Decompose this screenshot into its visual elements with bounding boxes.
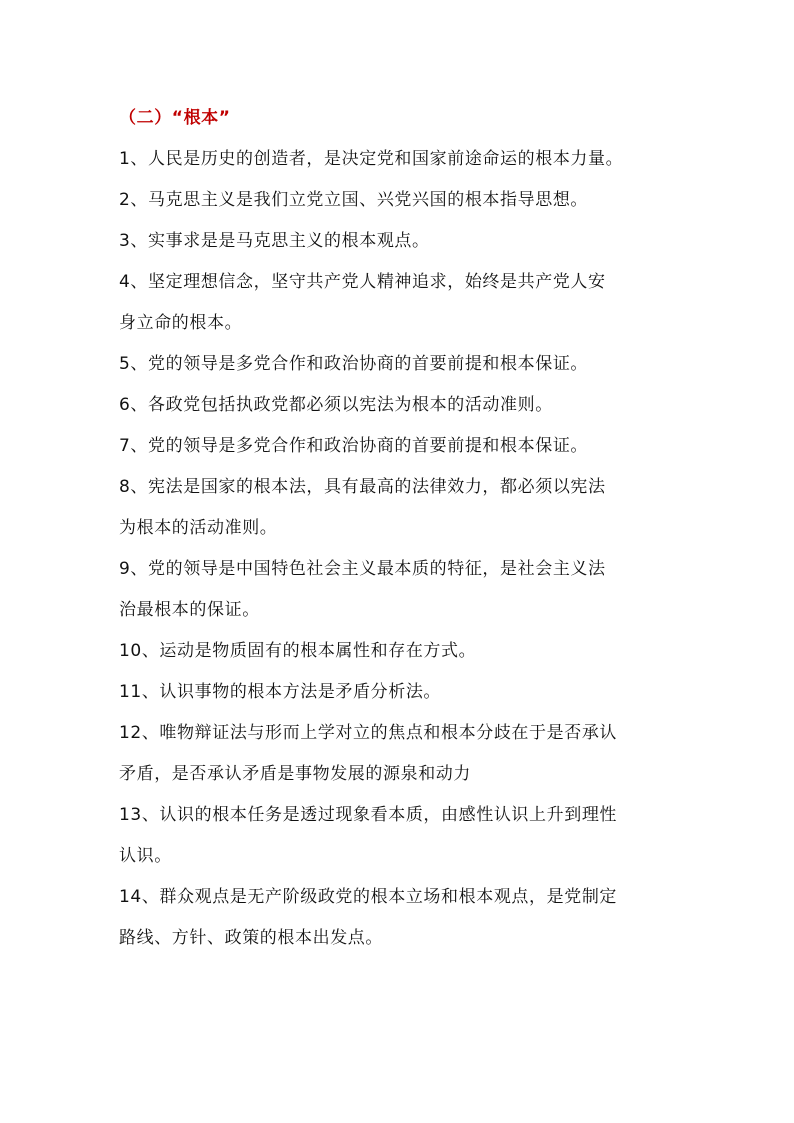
text-line: 10、运动是物质固有的根本属性和存在方式。 xyxy=(119,641,477,661)
text-line: 1、人民是历史的创造者，是决定党和国家前途命运的根本力量。 xyxy=(119,149,624,169)
text-line: 6、各政党包括执政党都必须以宪法为根本的活动准则。 xyxy=(119,395,553,415)
text-line: 7、党的领导是多党合作和政治协商的首要前提和根本保证。 xyxy=(119,436,589,456)
text-line: 为根本的活动准则。 xyxy=(119,518,278,538)
text-line: 4、坚定理想信念，坚守共产党人精神追求，始终是共产党人安 xyxy=(119,272,606,292)
text-line: 3、实事求是是马克思主义的根本观点。 xyxy=(119,231,430,251)
text-line: 路线、方针、政策的根本出发点。 xyxy=(119,928,383,948)
text-line: 13、认识的根本任务是透过现象看本质，由感性认识上升到理性 xyxy=(119,805,618,825)
text-line: 11、认识事物的根本方法是矛盾分析法。 xyxy=(119,682,442,702)
section-heading: （二）“根本” xyxy=(119,108,231,128)
text-line: 治最根本的保证。 xyxy=(119,600,260,620)
text-line: 8、宪法是国家的根本法，具有最高的法律效力，都必须以宪法 xyxy=(119,477,606,497)
text-line: 14、群众观点是无产阶级政党的根本立场和根本观点，是党制定 xyxy=(119,887,618,907)
text-line: 身立命的根本。 xyxy=(119,313,243,333)
text-line: 2、马克思主义是我们立党立国、兴党兴国的根本指导思想。 xyxy=(119,190,589,210)
text-line: 认识。 xyxy=(119,846,172,866)
text-line: 9、党的领导是中国特色社会主义最本质的特征，是社会主义法 xyxy=(119,559,606,579)
text-line: 12、唯物辩证法与形而上学对立的焦点和根本分歧在于是否承认 xyxy=(119,723,618,743)
text-line: 5、党的领导是多党合作和政治协商的首要前提和根本保证。 xyxy=(119,354,589,374)
text-line: 矛盾，是否承认矛盾是事物发展的源泉和动力 xyxy=(119,764,471,784)
document-content xyxy=(119,100,679,961)
